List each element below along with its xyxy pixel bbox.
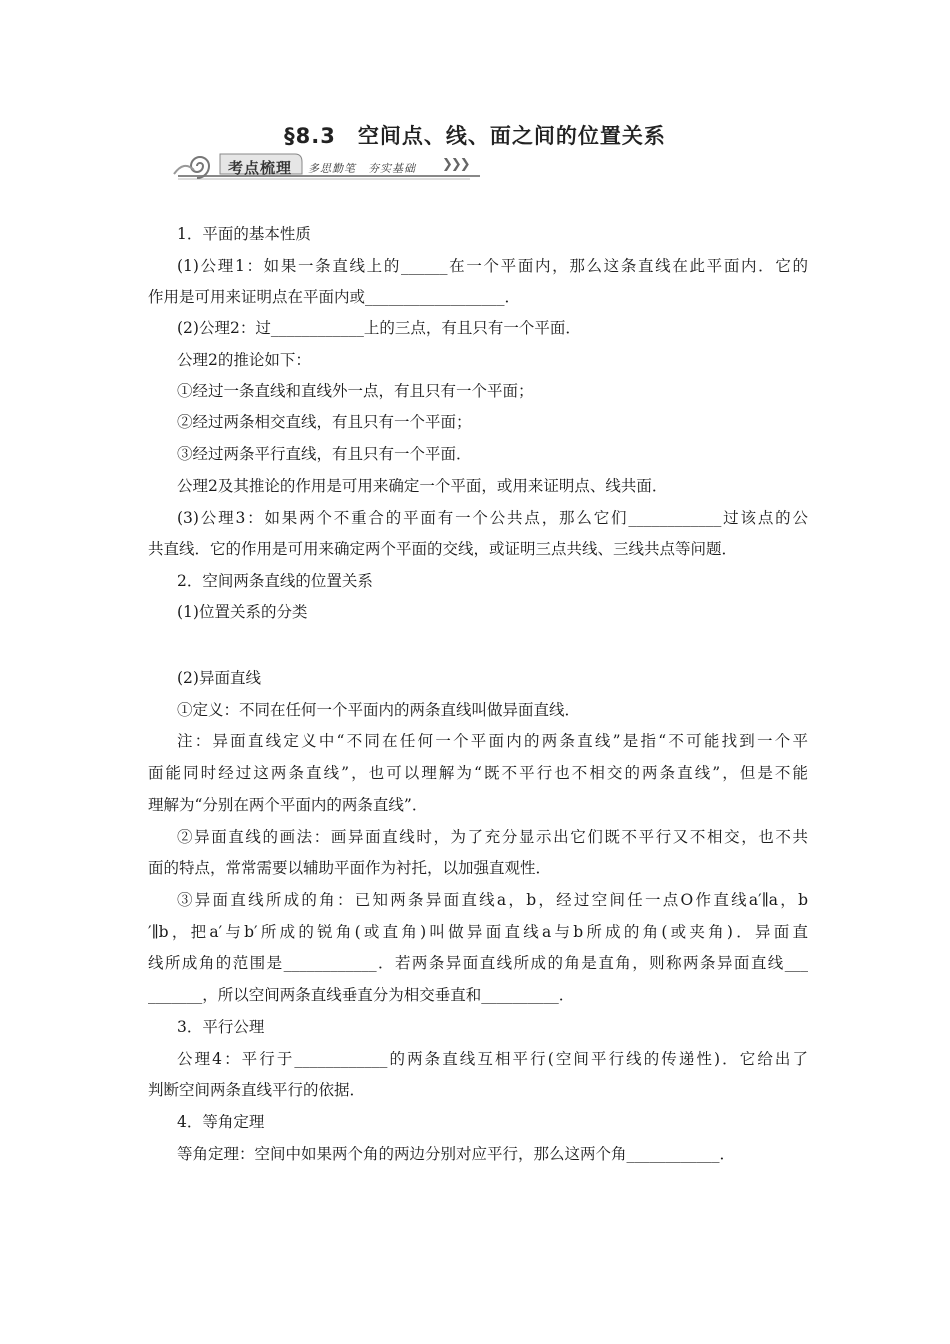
text-line: 4．等角定理 bbox=[177, 1113, 265, 1131]
chevron-right-icon: ❯❯❯ bbox=[442, 157, 469, 172]
text-line: ①经过一条直线和直线外一点，有且只有一个平面； bbox=[177, 382, 534, 400]
text-line: (1)位置关系的分类 bbox=[177, 603, 308, 621]
section-title: §8.3 空间点、线、面之间的位置关系 bbox=[284, 124, 666, 148]
text-line: (2)公理2：过____________上的三点，有且只有一个平面． bbox=[177, 319, 581, 337]
text-line: (1)公理1：如果一条直线上的______在一个平面内，那么这条直线在此平面内．它的 bbox=[177, 257, 808, 275]
text-line: 面的特点，常常需要以辅助平面作为衬托，以加强直观性． bbox=[148, 859, 552, 877]
text-line: ③异面直线所成的角：已知两条异面直线a，b，经过空间任一点O作直线a′∥a，b bbox=[177, 891, 808, 909]
text-line: 1．平面的基本性质 bbox=[177, 225, 311, 243]
text-line: _______，所以空间两条直线垂直分为相交垂直和__________． bbox=[148, 986, 575, 1004]
text-line: 3．平行公理 bbox=[177, 1018, 265, 1036]
text-line: 公理2的推论如下： bbox=[177, 351, 311, 369]
text-line: ③经过两条平行直线，有且只有一个平面． bbox=[177, 445, 472, 463]
text-line: (2)异面直线 bbox=[177, 669, 261, 687]
text-line: ②异面直线的画法：画异面直线时，为了充分显示出它们既不平行又不相交，也不共 bbox=[177, 828, 808, 846]
text-line: 公理2及其推论的作用是可用来确定一个平面，或用来证明点、线共面． bbox=[177, 477, 668, 495]
text-line: 2．空间两条直线的位置关系 bbox=[177, 572, 373, 590]
text-line: ②经过两条相交直线，有且只有一个平面； bbox=[177, 413, 472, 431]
text-line: 注：异面直线定义中“不同在任何一个平面内的两条直线”是指“不可能找到一个平 bbox=[177, 732, 808, 750]
text-line: 线所成角的范围是____________．若两条异面直线所成的角是直角，则称两条异面直线___ bbox=[148, 954, 808, 972]
text-line: ①定义：不同在任何一个平面内的两条直线叫做异面直线． bbox=[177, 701, 581, 719]
banner-slogan: 多思勤笔 夯实基础 bbox=[308, 162, 416, 175]
text-line: 面能同时经过这两条直线”，也可以理解为“既不平行也不相交的两条直线”，但是不能 bbox=[148, 764, 808, 782]
section-banner bbox=[170, 150, 500, 184]
text-line: 共直线．它的作用是可用来确定两个平面的交线，或证明三点共线、三线共点等问题． bbox=[148, 540, 738, 558]
text-line: 作用是可用来证明点在平面内或__________________． bbox=[148, 288, 521, 306]
text-line: 等角定理：空间中如果两个角的两边分别对应平行，那么这两个角____________． bbox=[177, 1145, 736, 1163]
text-line: (3)公理3：如果两个不重合的平面有一个公共点，那么它们____________过该点的公 bbox=[177, 509, 808, 527]
spiral-swirl-icon bbox=[170, 150, 224, 182]
text-line: 公理4：平行于____________的两条直线互相平行(空间平行线的传递性)．它给出了 bbox=[177, 1050, 808, 1068]
banner-tag: 考点梳理 bbox=[228, 159, 293, 177]
text-line: ′∥b，把a′与b′所成的锐角(或直角)叫做异面直线a与b所成的角(或夹角)．异面直 bbox=[148, 923, 808, 941]
text-line: 理解为“分别在两个平面内的两条直线”． bbox=[148, 796, 428, 814]
text-line: 判断空间两条直线平行的依据． bbox=[148, 1081, 366, 1099]
